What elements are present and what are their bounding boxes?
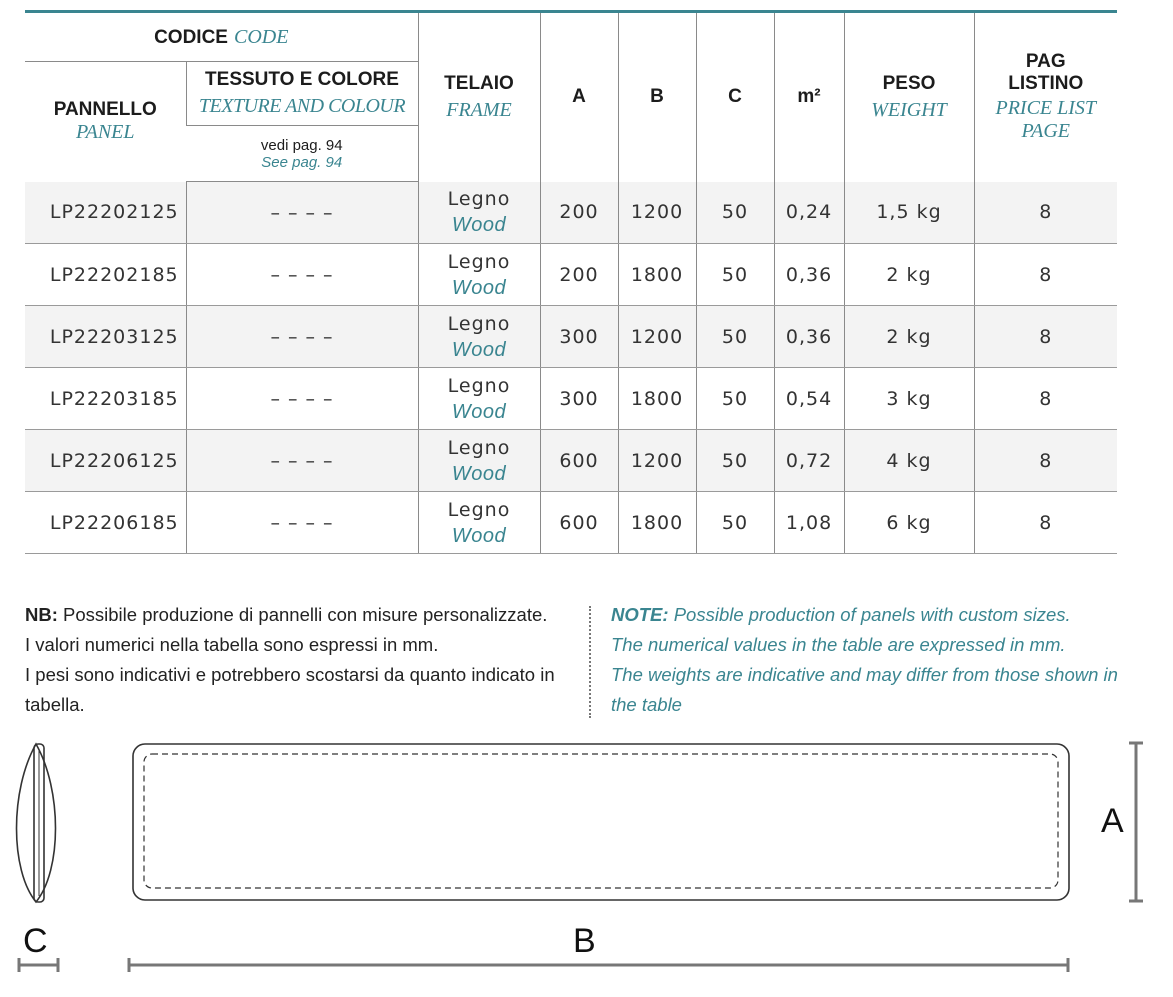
cell-frame-it: Legno bbox=[447, 436, 511, 459]
cell-page: 8 bbox=[974, 430, 1117, 492]
header-panel bbox=[25, 62, 186, 182]
cell-frame-en: Wood bbox=[451, 276, 507, 299]
cell-frame-it: Legno bbox=[447, 250, 511, 273]
cell-page: 8 bbox=[974, 182, 1117, 244]
cell-frame bbox=[418, 368, 540, 430]
cell-a: 300 bbox=[540, 368, 618, 430]
notes-en-line1: Possible production of panels with custom sizes. bbox=[668, 604, 1071, 625]
cell-frame bbox=[418, 306, 540, 368]
header-pannello: PANNELLO bbox=[53, 99, 157, 121]
cell-texture: – – – – bbox=[186, 492, 418, 554]
notes-it-lead: NB: bbox=[25, 604, 58, 625]
cell-a: 300 bbox=[540, 306, 618, 368]
cell-a: 600 bbox=[540, 430, 618, 492]
header-see-page bbox=[186, 126, 418, 182]
dimension-c-label: C bbox=[23, 922, 48, 960]
cell-page: 8 bbox=[974, 368, 1117, 430]
cell-m2: 0,24 bbox=[774, 182, 844, 244]
header-panel-en: PANEL bbox=[75, 121, 135, 144]
dimension-a-line bbox=[1129, 743, 1143, 901]
dimension-b-line bbox=[129, 958, 1068, 972]
cell-page: 8 bbox=[974, 492, 1117, 554]
header-m2: m² bbox=[774, 12, 844, 182]
cell-code: LP22202185 bbox=[25, 244, 186, 306]
cell-weight: 2 kg bbox=[844, 306, 974, 368]
notes-it-line3: I pesi sono indicativi e potrebbero scostarsi da quanto indicato in tabella. bbox=[25, 664, 555, 715]
cell-m2: 0,72 bbox=[774, 430, 844, 492]
cell-a: 200 bbox=[540, 182, 618, 244]
cell-frame-it: Legno bbox=[447, 312, 511, 335]
header-telaio: TELAIO bbox=[444, 72, 514, 94]
cell-frame-en: Wood bbox=[451, 462, 507, 485]
table-row bbox=[25, 368, 1117, 430]
cell-weight: 6 kg bbox=[844, 492, 974, 554]
notes-english bbox=[611, 600, 1131, 720]
cell-page: 8 bbox=[974, 244, 1117, 306]
cell-weight: 3 kg bbox=[844, 368, 974, 430]
cell-texture: – – – – bbox=[186, 182, 418, 244]
header-pricelist: PRICE LIST bbox=[995, 97, 1097, 120]
cell-weight: 2 kg bbox=[844, 244, 974, 306]
header-texture-en: TEXTURE AND COLOUR bbox=[198, 95, 406, 117]
cell-b: 1800 bbox=[618, 368, 696, 430]
cell-m2: 1,08 bbox=[774, 492, 844, 554]
cell-weight: 4 kg bbox=[844, 430, 974, 492]
header-page-en: PAGE bbox=[1021, 120, 1071, 143]
header-see: See pag. 94 bbox=[261, 153, 343, 171]
cell-texture: – – – – bbox=[186, 306, 418, 368]
cell-c: 50 bbox=[696, 430, 774, 492]
cell-c: 50 bbox=[696, 182, 774, 244]
table-row bbox=[25, 244, 1117, 306]
cell-frame bbox=[418, 430, 540, 492]
cell-code: LP22206125 bbox=[25, 430, 186, 492]
cell-c: 50 bbox=[696, 244, 774, 306]
header-code-en: CODE bbox=[233, 25, 289, 48]
cell-frame-it: Legno bbox=[447, 498, 511, 521]
header-frame bbox=[418, 12, 540, 182]
cell-frame-it: Legno bbox=[447, 374, 511, 397]
dimension-a-label: A bbox=[1101, 802, 1124, 840]
cell-c: 50 bbox=[696, 306, 774, 368]
cell-a: 200 bbox=[540, 244, 618, 306]
spec-table bbox=[25, 10, 1117, 554]
cell-c: 50 bbox=[696, 492, 774, 554]
header-code bbox=[25, 12, 418, 62]
cell-weight: 1,5 kg bbox=[844, 182, 974, 244]
cell-c: 50 bbox=[696, 368, 774, 430]
cell-texture: – – – – bbox=[186, 244, 418, 306]
header-c: C bbox=[696, 12, 774, 182]
cell-b: 1200 bbox=[618, 430, 696, 492]
panel-front-view bbox=[133, 744, 1069, 900]
cell-frame-it: Legno bbox=[447, 188, 511, 211]
cell-frame-en: Wood bbox=[451, 338, 507, 361]
header-texture bbox=[186, 62, 418, 126]
notes-italian bbox=[25, 600, 585, 720]
cell-code: LP22203125 bbox=[25, 306, 186, 368]
notes-it-line1: Possibile produzione di pannelli con misure personalizzate. bbox=[57, 604, 548, 625]
dimension-b-label: B bbox=[573, 922, 596, 960]
cell-m2: 0,36 bbox=[774, 244, 844, 306]
table-row bbox=[25, 492, 1117, 554]
cell-a: 600 bbox=[540, 492, 618, 554]
cell-frame bbox=[418, 244, 540, 306]
cell-texture: – – – – bbox=[186, 368, 418, 430]
notes-en-line2: The numerical values in the table are expressed in mm. bbox=[611, 634, 1066, 655]
header-peso: PESO bbox=[882, 72, 936, 94]
header-b: B bbox=[618, 12, 696, 182]
header-vedi: vedi pag. 94 bbox=[260, 136, 343, 154]
cell-code: LP22202125 bbox=[25, 182, 186, 244]
notes-divider bbox=[589, 606, 591, 718]
notes-en-lead: NOTE: bbox=[611, 604, 669, 625]
cell-frame bbox=[418, 182, 540, 244]
cell-page: 8 bbox=[974, 306, 1117, 368]
cell-b: 1200 bbox=[618, 182, 696, 244]
header-weight bbox=[844, 12, 974, 182]
cell-m2: 0,54 bbox=[774, 368, 844, 430]
cell-frame-en: Wood bbox=[451, 400, 507, 423]
header-a: A bbox=[540, 12, 618, 182]
table-row bbox=[25, 306, 1117, 368]
header-price-page bbox=[974, 12, 1117, 182]
header-listino: LISTINO bbox=[1008, 73, 1084, 95]
table-row bbox=[25, 430, 1117, 492]
cell-b: 1800 bbox=[618, 244, 696, 306]
cell-code: LP22203185 bbox=[25, 368, 186, 430]
cell-texture: – – – – bbox=[186, 430, 418, 492]
header-weight-en: WEIGHT bbox=[871, 98, 947, 121]
header-frame-en: FRAME bbox=[446, 98, 512, 121]
panel-side-view bbox=[17, 744, 56, 902]
cell-m2: 0,36 bbox=[774, 306, 844, 368]
cell-b: 1800 bbox=[618, 492, 696, 554]
table-row bbox=[25, 182, 1117, 244]
header-pag: PAG bbox=[1025, 51, 1066, 73]
notes-it-line2: I valori numerici nella tabella sono espressi in mm. bbox=[25, 634, 439, 655]
notes-en-line3: The weights are indicative and may differ from those shown in the table bbox=[611, 664, 1118, 715]
cell-frame-en: Wood bbox=[451, 524, 507, 547]
cell-frame bbox=[418, 492, 540, 554]
header-tessuto: TESSUTO E COLORE bbox=[205, 69, 399, 90]
cell-frame-en: Wood bbox=[451, 214, 507, 237]
cell-b: 1200 bbox=[618, 306, 696, 368]
cell-code: LP22206185 bbox=[25, 492, 186, 554]
header-codice: CODICE bbox=[154, 26, 228, 48]
